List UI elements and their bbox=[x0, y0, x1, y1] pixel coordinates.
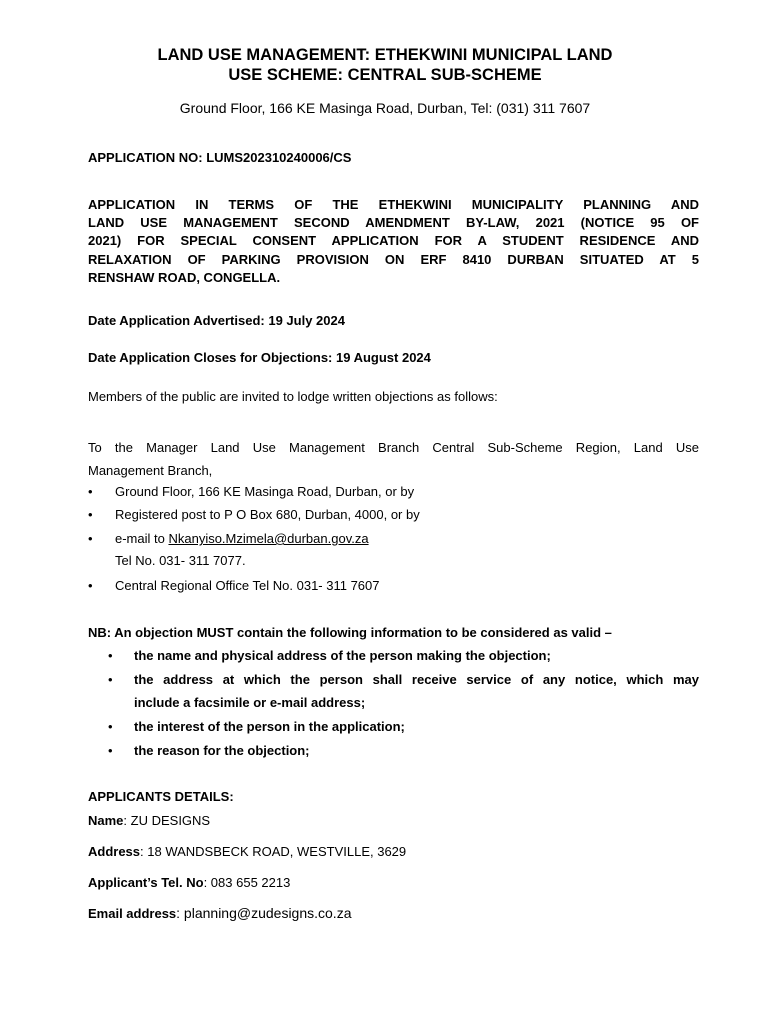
nb-item-text: the reason for the objection; bbox=[134, 743, 310, 758]
bullet-icon: • bbox=[88, 507, 93, 522]
applicant-tel bbox=[88, 875, 290, 890]
channel-item-registered-post bbox=[88, 507, 688, 525]
applicant-address bbox=[88, 844, 406, 859]
applicant-email-label: Email address bbox=[88, 906, 177, 921]
application-description-line: RELAXATION OF PARKING PROVISION ON ERF 8410 DURBAN SITUATED AT 5 bbox=[88, 251, 699, 267]
bullet-icon: • bbox=[108, 672, 113, 687]
application-description-line: 2021) FOR SPECIAL CONSENT APPLICATION FOR A STUDENT RESIDENCE AND bbox=[88, 233, 699, 249]
applicant-heading: APPLICANTS DETAILS: bbox=[88, 789, 234, 804]
bullet-icon: • bbox=[88, 531, 93, 546]
date-advertised: Date Application Advertised: 19 July 2024 bbox=[88, 313, 345, 328]
applicant-address-value: : 18 WANDSBECK ROAD, WESTVILLE, 3629 bbox=[140, 844, 407, 859]
bullet-icon: • bbox=[108, 743, 113, 758]
nb-item-interest bbox=[108, 719, 700, 737]
date-closes: Date Application Closes for Objections: 19 August 2024 bbox=[88, 350, 431, 365]
nb-item-name-address bbox=[108, 648, 700, 666]
applicant-address-label: Address bbox=[88, 844, 141, 859]
nb-item-text: the address at which the person shall receive service of any notice, which may bbox=[134, 672, 699, 687]
bullet-icon: • bbox=[108, 719, 113, 734]
nb-item-reason bbox=[108, 743, 700, 761]
recipient-block bbox=[88, 436, 699, 482]
objection-email-link[interactable]: Nkanyiso.Mzimela@durban.gov.za bbox=[168, 531, 369, 546]
applicant-tel-value: : 083 655 2213 bbox=[203, 875, 291, 890]
applicant-email-value: : planning@zudesigns.co.za bbox=[176, 905, 352, 921]
application-description bbox=[88, 196, 699, 287]
applicant-name bbox=[88, 813, 210, 828]
document-title-line-1: LAND USE MANAGEMENT: ETHEKWINI MUNICIPAL LAND bbox=[157, 46, 613, 64]
channel-item-text: Ground Floor, 166 KE Masinga Road, Durban, or by bbox=[115, 484, 415, 499]
channel-item-email bbox=[88, 531, 688, 571]
public-invitation: Members of the public are invited to lodge written objections as follows: bbox=[88, 389, 498, 404]
channel-item-regional-office bbox=[88, 578, 688, 596]
application-description-line: APPLICATION IN TERMS OF THE ETHEKWINI MUNICIPALITY PLANNING AND bbox=[88, 197, 699, 212]
document-title-line-2: USE SCHEME: CENTRAL SUB-SCHEME bbox=[228, 66, 542, 84]
recipient-line-2: Management Branch, bbox=[88, 463, 213, 478]
recipient-line-1: To the Manager Land Use Management Branch Central Sub-Scheme Region, Land Use bbox=[88, 440, 699, 455]
bullet-icon: • bbox=[88, 484, 93, 499]
channel-item-text bbox=[115, 531, 369, 546]
nb-item-text: the name and physical address of the person making the objection; bbox=[134, 648, 551, 663]
nb-item-service-address bbox=[108, 672, 700, 712]
application-description-line: LAND USE MANAGEMENT SECOND AMENDMENT BY-LAW, 2021 (NOTICE 95 OF bbox=[88, 215, 699, 231]
channel-item-ground-floor bbox=[88, 484, 688, 502]
applicant-name-value: : ZU DESIGNS bbox=[123, 813, 211, 828]
nb-item-text-continued: include a facsimile or e-mail address; bbox=[134, 695, 366, 710]
nb-heading: NB: An objection MUST contain the following information to be considered as valid – bbox=[88, 625, 612, 640]
bullet-icon: • bbox=[88, 578, 93, 593]
nb-item-text: the interest of the person in the application; bbox=[134, 719, 405, 734]
channel-item-text: Central Regional Office Tel No. 031- 311 7607 bbox=[115, 578, 380, 593]
applicant-email bbox=[88, 905, 351, 921]
office-address: Ground Floor, 166 KE Masinga Road, Durban, Tel: (031) 311 7607 bbox=[179, 100, 591, 116]
email-prefix: e-mail to bbox=[115, 531, 169, 546]
applicant-name-label: Name bbox=[88, 813, 124, 828]
bullet-icon: • bbox=[108, 648, 113, 663]
channel-email-tel: Tel No. 031- 311 7077. bbox=[115, 553, 246, 568]
application-number: APPLICATION NO: LUMS202310240006/CS bbox=[88, 150, 352, 165]
channel-item-text: Registered post to P O Box 680, Durban, 4000, or by bbox=[115, 507, 420, 522]
application-description-line: RENSHAW ROAD, CONGELLA. bbox=[88, 269, 281, 285]
applicant-tel-label: Applicant’s Tel. No bbox=[88, 875, 204, 890]
